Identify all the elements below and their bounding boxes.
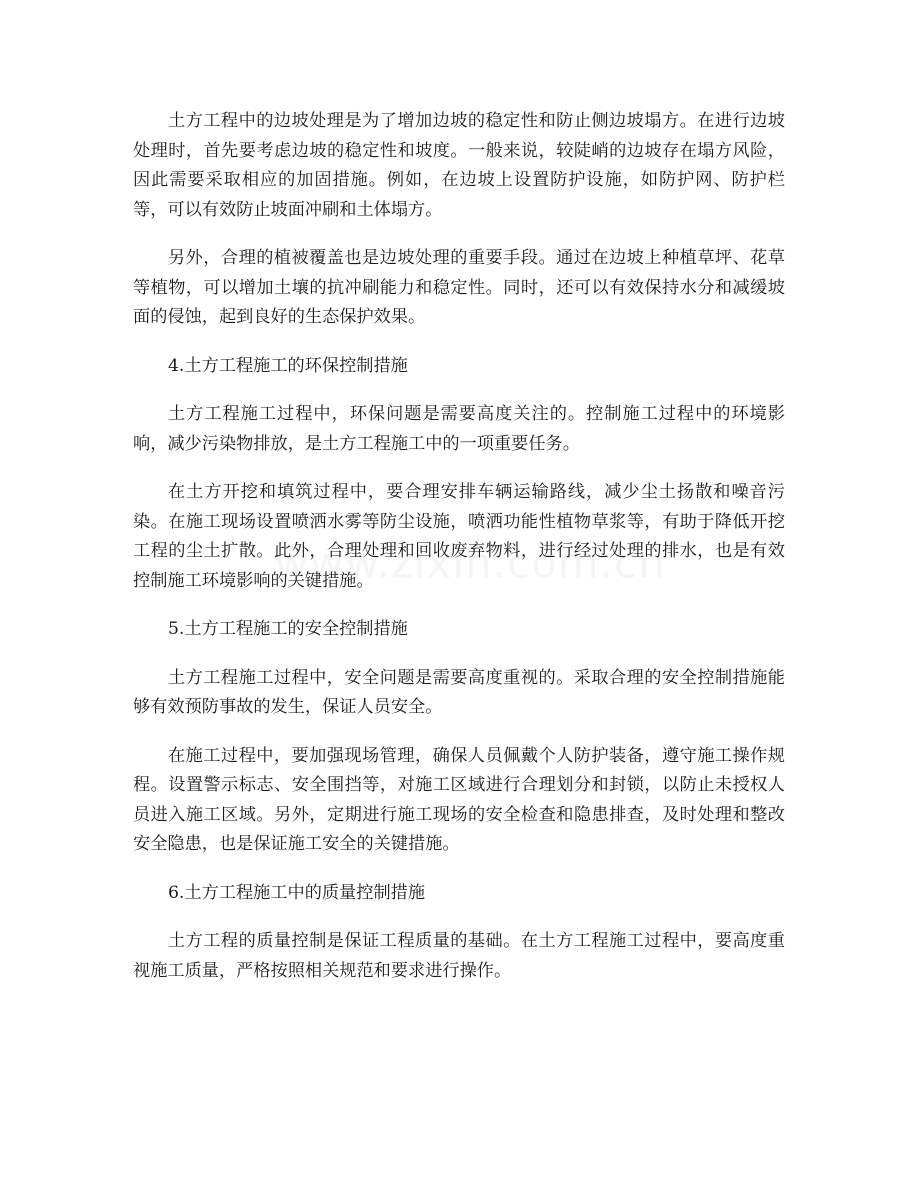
paragraph-slope-treatment: 土方工程中的边坡处理是为了增加边坡的稳定性和防止侧边坡塌方。在进行边坡处理时，首先要考虑边坡的稳定性和坡度。一般来说，较陡峭的边坡存在塌方风险，因此需要采取相应的加固措施。例如，在边坡上设置防护设施，如防护网、防护栏等，可以有效防止坡面冲刷和土体塌方。 (133, 111, 785, 220)
paragraph-vegetation-cover: 另外，合理的植被覆盖也是边坡处理的重要手段。通过在边坡上种植草坪、花草等植物，可以增加土壤的抗冲刷能力和稳定性。同时，还可以有效保持水分和减缓坡面的侵蚀，起到良好的生态保护效果。 (133, 248, 785, 327)
paragraph-environmental-measures: 在土方开挖和填筑过程中，要合理安排车辆运输路线，减少尘土扬散和噪音污染。在施工现场设置喷洒水雾等防尘设施，喷洒功能性植物草浆等，有助于降低开挖工程的尘土扩散。此外，合理处理和回收废弃物料，进行经过处理的排水，也是有效控制施工环境影响的关键措施。 (133, 482, 785, 591)
paragraph-safety-measures: 在施工过程中，要加强现场管理，确保人员佩戴个人防护装备，遵守施工操作规程。设置警示标志、安全围挡等，对施工区域进行合理划分和封锁，以防止未授权人员进入施工区域。另外，定期进行施工现场的安全检查和隐患排查，及时处理和整改安全隐患，也是保证施工安全的关键措施。 (133, 745, 785, 854)
paragraph-safety-intro: 土方工程施工过程中，安全问题是需要高度重视的。采取合理的安全控制措施能够有效预防事故的发生，保证人员安全。 (133, 667, 785, 717)
section-heading-environmental: 4.土方工程施工的环保控制措施 (168, 355, 408, 376)
paragraph-quality-intro: 土方工程的质量控制是保证工程质量的基础。在土方工程施工过程中，要高度重视施工质量，严格按照相关规范和要求进行操作。 (133, 931, 785, 981)
section-heading-quality: 6.土方工程施工中的质量控制措施 (168, 882, 426, 903)
document-body (133, 107, 785, 1005)
paragraph-environmental-intro: 土方工程施工过程中，环保问题是需要高度关注的。控制施工过程中的环境影响，减少污染物排放，是土方工程施工中的一项重要任务。 (133, 404, 785, 454)
section-heading-safety: 5.土方工程施工的安全控制措施 (168, 619, 408, 639)
